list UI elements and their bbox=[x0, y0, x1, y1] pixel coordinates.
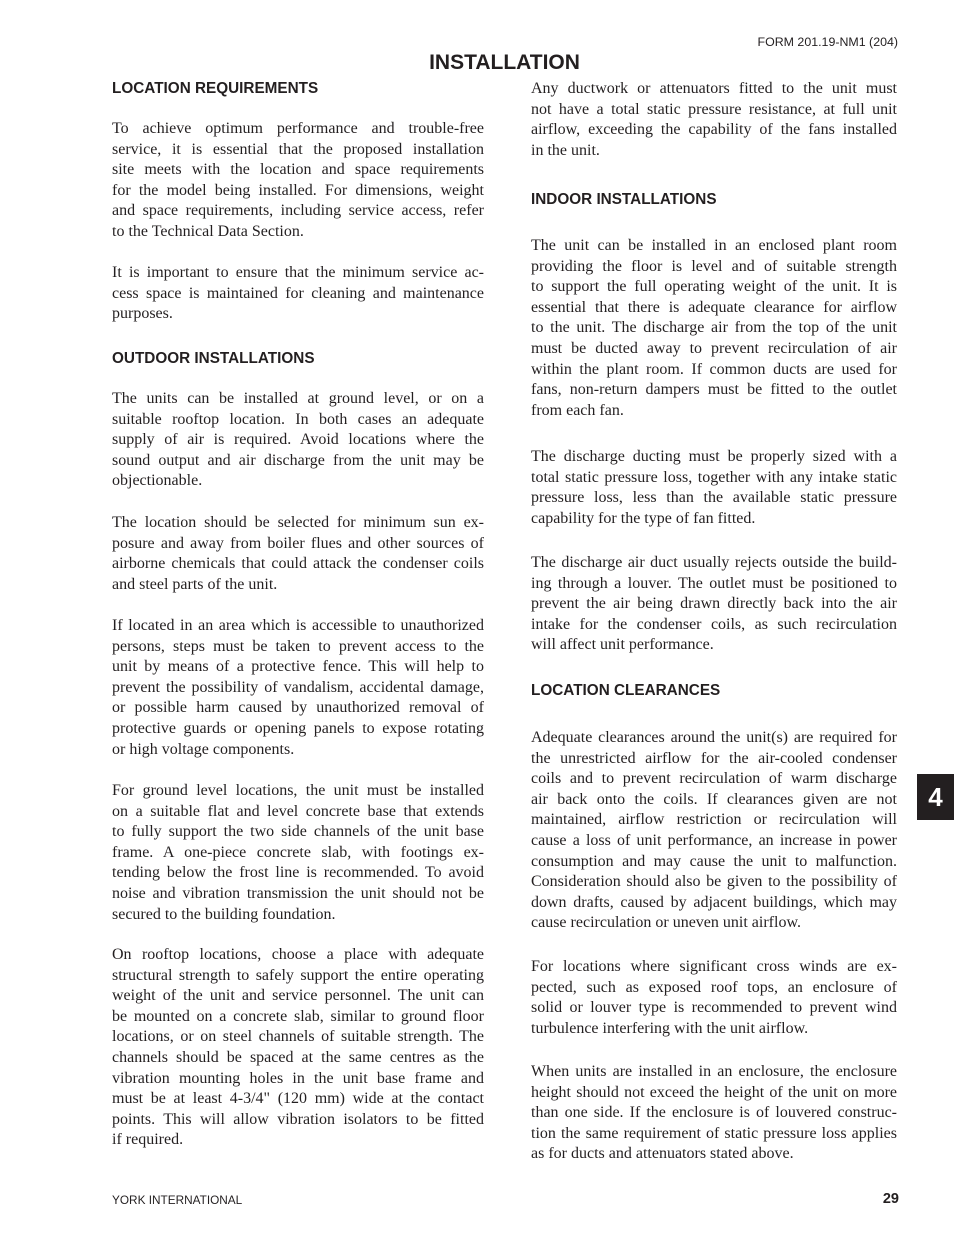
text-line: and space requirements, including service access, refer bbox=[112, 202, 484, 220]
text-line: down drafts, caused by adjacent buildings, which may bbox=[531, 893, 897, 911]
text-line: cause recirculation or uneven unit airflow. bbox=[531, 914, 801, 932]
text-line: points. This will allow vibration isolators to be fitted bbox=[112, 1110, 484, 1128]
text-line: to fully support the two side channels of the unit base bbox=[112, 823, 484, 841]
text-line: if required. bbox=[112, 1131, 184, 1149]
text-line: must be at least 4-3/4" (120 mm) wide at the contact bbox=[112, 1090, 484, 1108]
text-line: locations, or on steel channels of suitable strength. The bbox=[112, 1028, 484, 1046]
text-line: be mounted on a concrete slab, similar to ground floor bbox=[112, 1007, 484, 1025]
text-line: site meets with the location and space requirements bbox=[112, 161, 484, 179]
text-line: ing through a louver. The outlet must be positioned to bbox=[531, 574, 897, 592]
text-line: not have a total static pressure resistance, at full unit bbox=[531, 100, 897, 118]
text-line: objectionable. bbox=[112, 472, 203, 490]
text-line: vibration mounting holes in the unit base frame and bbox=[112, 1069, 484, 1087]
text-line: For ground level locations, the unit must be installed bbox=[112, 782, 484, 799]
text-line: on a suitable flat and level concrete base that extends bbox=[112, 802, 484, 820]
heading-location-requirements: LOCATION REQUIREMENTS bbox=[112, 80, 319, 97]
text-line: The units can be installed at ground level, or on a bbox=[112, 390, 484, 407]
text-line: prevent the air being drawn directly back into the air bbox=[531, 595, 897, 613]
paragraph bbox=[531, 957, 897, 1039]
text-line: from each fan. bbox=[531, 401, 624, 419]
text-line: within the plant room. If common ducts are used for bbox=[531, 360, 897, 378]
paragraph bbox=[112, 263, 484, 325]
text-line: to the Technical Data Section. bbox=[112, 222, 304, 240]
text-line: capability for the type of fan fitted. bbox=[531, 509, 756, 527]
text-line: fans, non-return dampers must be fitted to the outlet bbox=[531, 381, 897, 399]
text-line: or high voltage components. bbox=[112, 740, 295, 758]
text-line: The discharge ducting must be properly sized with a bbox=[531, 448, 897, 465]
text-line: sound output and air discharge from the unit may be bbox=[112, 451, 484, 469]
text-line: When units are installed in an enclosure, the enclosure bbox=[531, 1063, 897, 1080]
text-line: If located in an area which is accessible to unauthorized bbox=[112, 617, 484, 634]
section-tab bbox=[917, 774, 954, 820]
paragraph bbox=[531, 447, 897, 529]
text-line: posure and away from boiler flues and other sources of bbox=[112, 534, 484, 552]
paragraph bbox=[112, 513, 484, 595]
paragraph bbox=[112, 119, 484, 243]
text-line: tending below the frost line is recommended. To avoid bbox=[112, 864, 484, 882]
text-line: air back onto the coils. If clearances given are not bbox=[531, 790, 897, 808]
text-line: intake for the condenser coils, as such recirculation bbox=[531, 615, 897, 633]
text-line: cause a loss of unit performance, an increase in power bbox=[531, 831, 897, 849]
text-line: The location should be selected for minimum sun ex- bbox=[112, 514, 484, 531]
text-line: purposes. bbox=[112, 305, 173, 323]
text-line: solid or louver type is recommended to prevent wind bbox=[531, 999, 897, 1017]
text-line: in the unit. bbox=[531, 141, 600, 159]
text-line: For locations where significant cross winds are ex- bbox=[531, 958, 897, 975]
text-line: persons, steps must be taken to prevent access to the bbox=[112, 637, 484, 655]
paragraph bbox=[112, 945, 484, 1151]
text-line: total static pressure loss, together with any intake static bbox=[531, 468, 897, 486]
text-line: On rooftop locations, choose a place with adequate bbox=[112, 946, 484, 963]
text-line: protective guards or opening panels to expose rotating bbox=[112, 719, 484, 737]
text-line: than one side. If the enclosure is of louvered construc- bbox=[531, 1104, 897, 1122]
heading-indoor-installations: INDOOR INSTALLATIONS bbox=[531, 191, 717, 208]
text-line: coils and to prevent recirculation of warm discharge bbox=[531, 770, 897, 788]
text-line: The discharge air duct usually rejects outside the build- bbox=[531, 554, 897, 571]
text-line: pressure loss, less than the available static pressure bbox=[531, 489, 897, 507]
footer-company: YORK INTERNATIONAL bbox=[112, 1193, 243, 1207]
page-number: 29 bbox=[882, 1191, 899, 1207]
text-line: It is important to ensure that the minimum service ac- bbox=[112, 264, 484, 281]
paragraph bbox=[531, 79, 897, 161]
text-line: weight of the unit and service personnel. The unit can bbox=[112, 987, 484, 1005]
text-line: service, it is essential that the proposed installation bbox=[112, 140, 484, 158]
text-line: tion the same requirement of static pressure loss applies bbox=[531, 1124, 897, 1142]
text-line: as for ducts and attenuators stated above. bbox=[531, 1145, 794, 1163]
text-line: prevent the possibility of vandalism, accidental damage, bbox=[112, 678, 484, 696]
text-line: Consideration should also be given to the possibility of bbox=[531, 873, 897, 891]
page-title: INSTALLATION bbox=[429, 51, 580, 74]
paragraph bbox=[531, 553, 897, 656]
text-line: providing the floor is level and of suitable strength bbox=[531, 257, 897, 275]
section-tab-number: 4 bbox=[928, 782, 943, 812]
form-number: FORM 201.19-NM1 (204) bbox=[757, 35, 898, 49]
paragraph bbox=[531, 728, 897, 934]
text-line: must be ducted away to prevent recirculation of air bbox=[531, 339, 897, 357]
paragraph bbox=[112, 616, 484, 760]
text-line: Any ductwork or attenuators fitted to the unit must bbox=[531, 80, 897, 97]
text-line: Adequate clearances around the unit(s) are required for bbox=[531, 729, 897, 746]
text-line: will affect unit performance. bbox=[531, 636, 714, 654]
paragraph bbox=[112, 389, 484, 492]
text-line: to the unit. The discharge air from the top of the unit bbox=[531, 319, 897, 337]
heading-outdoor-installations: OUTDOOR INSTALLATIONS bbox=[112, 350, 315, 367]
text-line: turbulence interfering with the unit airflow. bbox=[531, 1019, 809, 1037]
text-line: essential that there is adequate clearance for airflow bbox=[531, 298, 897, 316]
text-line: height should not exceed the height of the unit on more bbox=[531, 1083, 897, 1101]
text-line: pected, such as exposed roof tops, an enclosure of bbox=[531, 978, 897, 996]
text-line: to support the full operating weight of the unit. It is bbox=[531, 278, 897, 296]
text-line: or possible harm caused by unauthorized removal of bbox=[112, 699, 484, 717]
text-line: cess space is maintained for cleaning and maintenance bbox=[112, 284, 484, 302]
text-line: and steel parts of the unit. bbox=[112, 575, 278, 593]
text-line: airflow, exceeding the capability of the fans installed bbox=[531, 121, 897, 139]
paragraph bbox=[531, 236, 897, 421]
text-line: maintained, airflow restriction or recirculation will bbox=[531, 811, 897, 829]
text-line: unit by means of a protective fence. This will help to bbox=[112, 658, 484, 676]
text-line: frame. A one-piece concrete slab, with footings ex- bbox=[112, 843, 484, 861]
text-line: airborne chemicals that could attack the condenser coils bbox=[112, 555, 484, 573]
text-line: secured to the building foundation. bbox=[112, 905, 336, 923]
paragraph bbox=[531, 1062, 897, 1165]
text-line: the unrestricted airflow for the air-cooled condenser bbox=[531, 749, 897, 767]
paragraph bbox=[112, 781, 484, 925]
text-line: for the model being installed. For dimensions, weight bbox=[112, 181, 484, 199]
text-line: The unit can be installed in an enclosed plant room bbox=[531, 237, 897, 254]
text-line: To achieve optimum performance and trouble-free bbox=[112, 120, 484, 137]
text-line: noise and vibration transmission the unit should not be bbox=[112, 884, 484, 902]
text-line: consumption and may cause the unit to malfunction. bbox=[531, 852, 897, 870]
text-line: suitable rooftop location. In both cases an adequate bbox=[112, 410, 484, 428]
text-line: supply of air is required. Avoid locations where the bbox=[112, 431, 484, 449]
text-line: structural strength to safely support the entire operating bbox=[112, 966, 484, 984]
heading-location-clearances: LOCATION CLEARANCES bbox=[531, 682, 721, 699]
text-line: channels should be spaced at the same centres as the bbox=[112, 1048, 484, 1066]
